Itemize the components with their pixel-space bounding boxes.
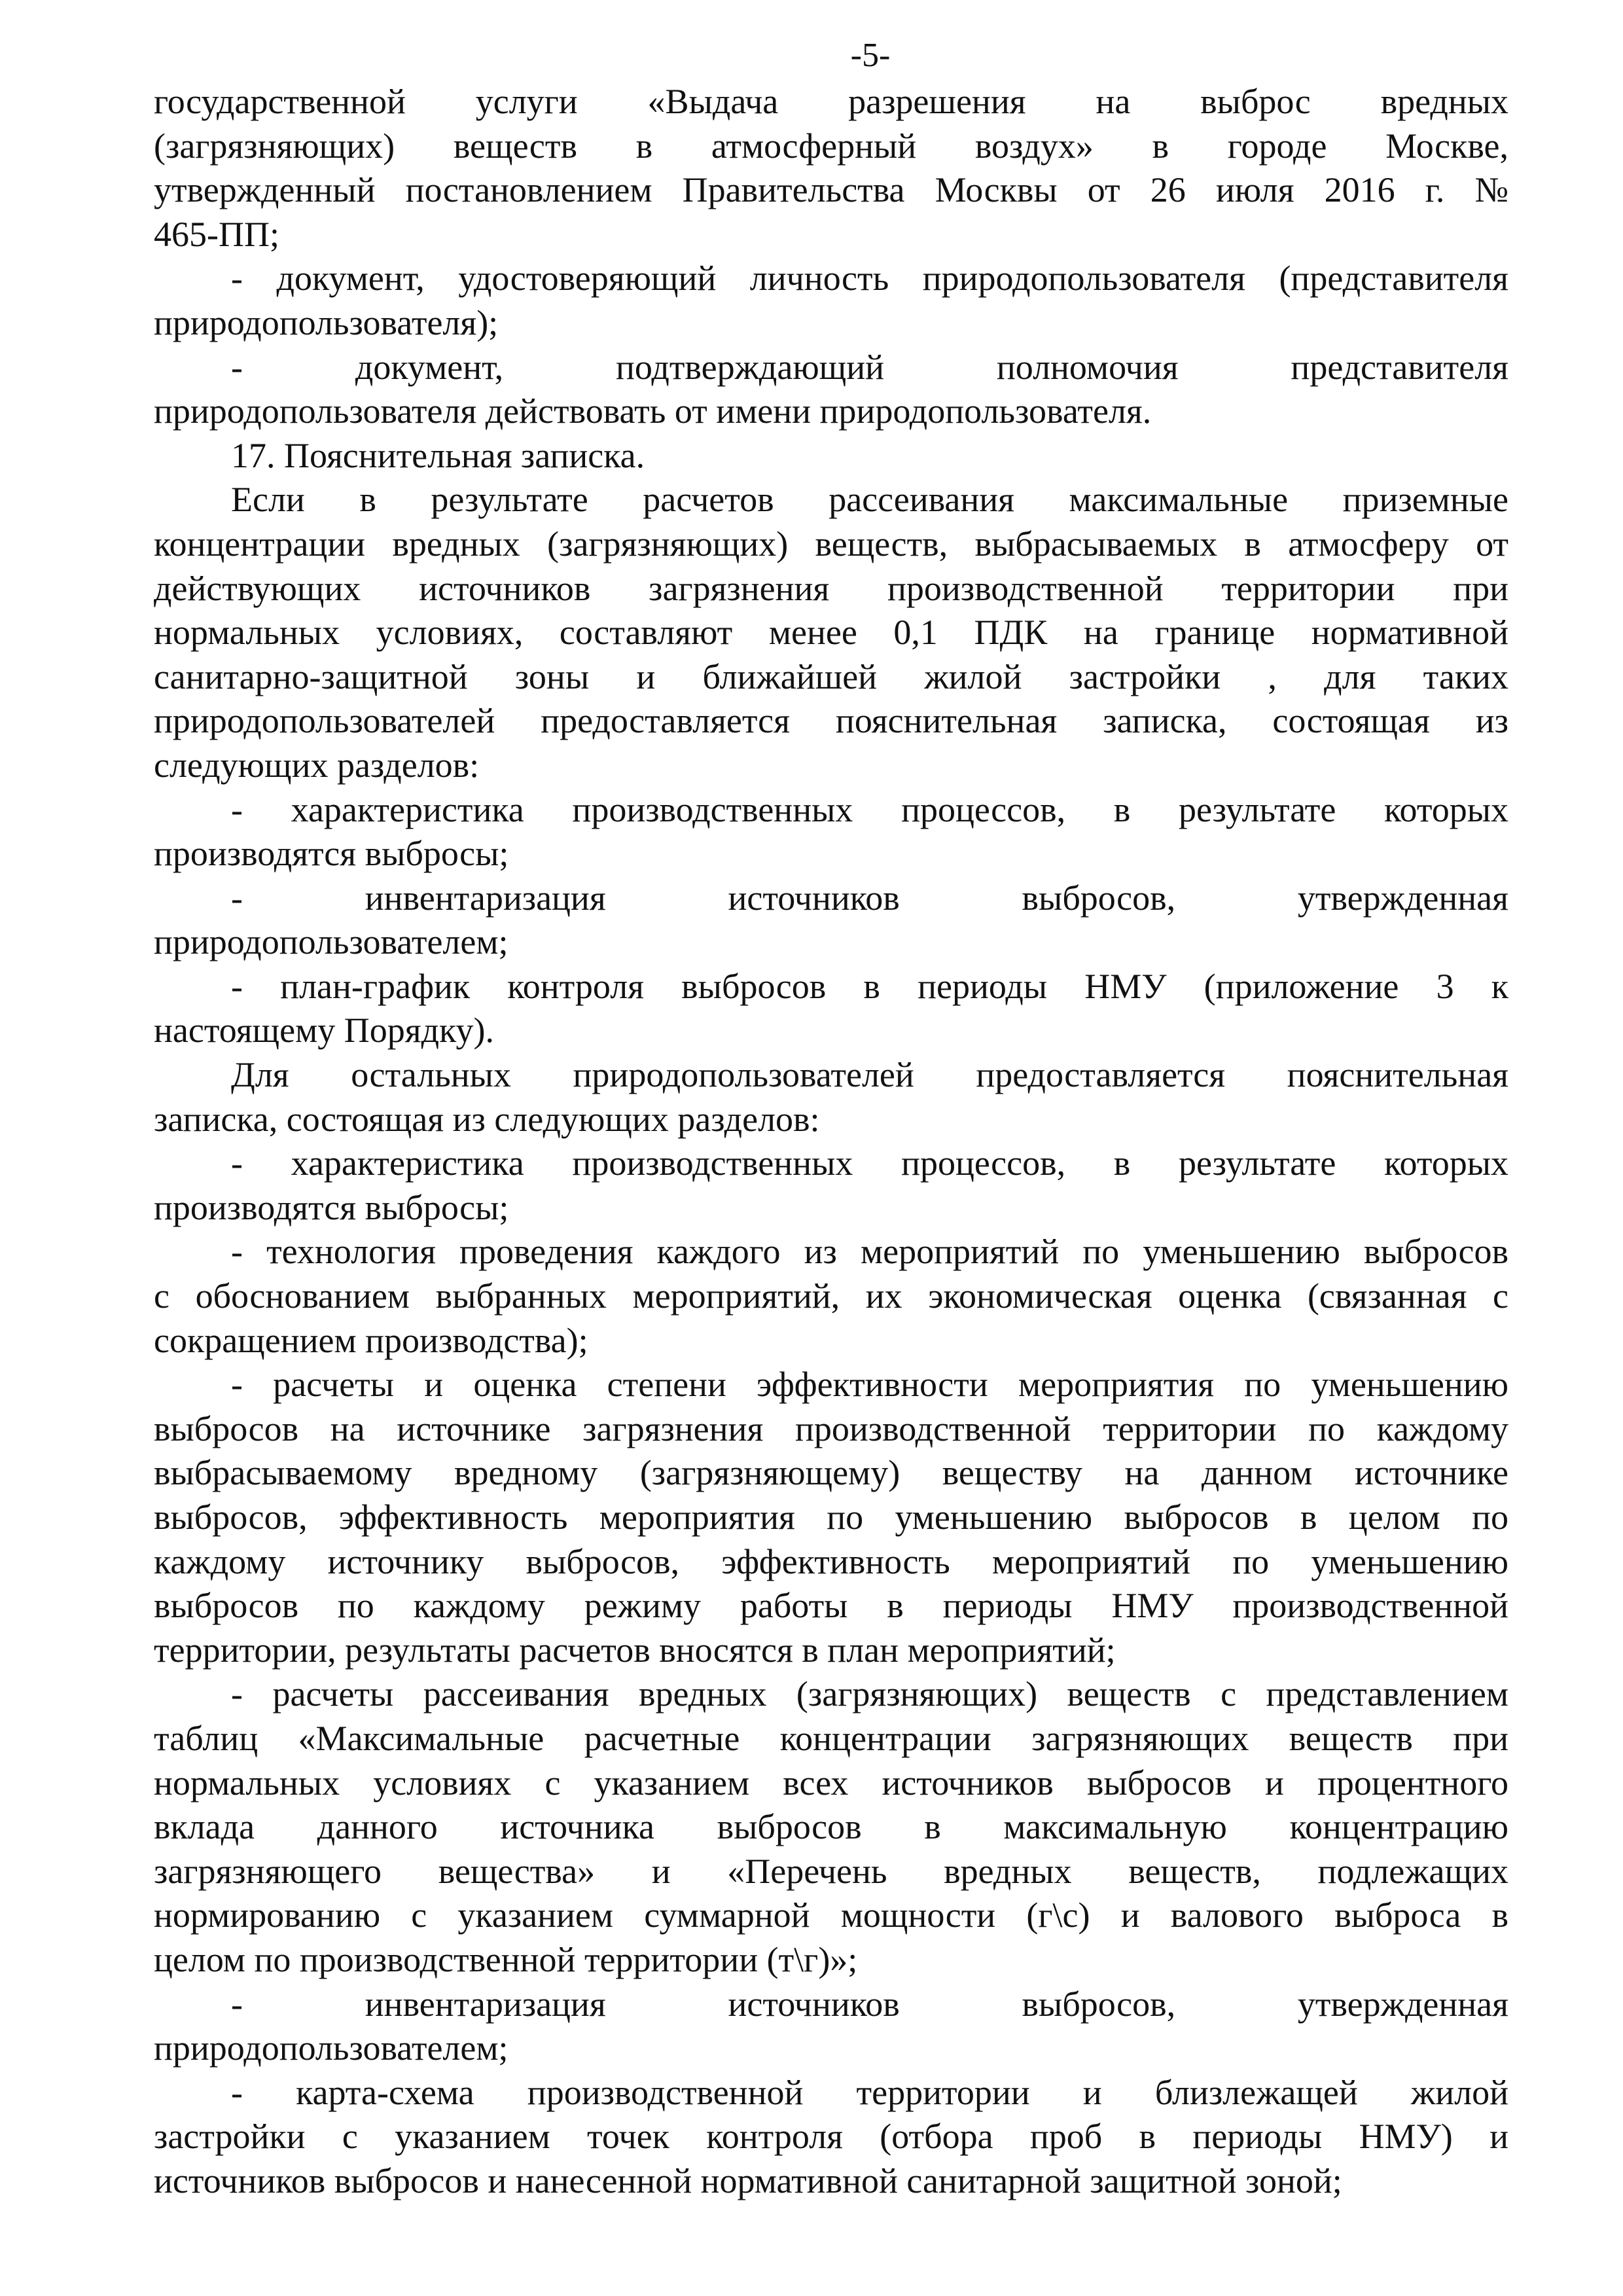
text-line: 465-ПП; bbox=[154, 214, 279, 254]
text-line: концентрации вредных (загрязняющих) веществ, выбрасываемых в атмосферу от bbox=[154, 524, 1508, 564]
text-line: целом по производственной территории (т\г)»; bbox=[154, 1939, 858, 1979]
document-body bbox=[154, 80, 1508, 2204]
paragraph-section-17 bbox=[154, 434, 1508, 478]
text-line: нормальных условиях, составляют менее 0,1 ПДК на границе нормативной bbox=[154, 613, 1508, 653]
text-line: - характеристика производственных процессов, в результате которых bbox=[231, 1143, 1508, 1183]
text-line: нормированию с указанием суммарной мощности (г\с) и валового выброса в bbox=[154, 1895, 1508, 1935]
text-line: - инвентаризация источников выбросов, утвержденная bbox=[231, 878, 1508, 918]
text-line: (загрязняющих) веществ в атмосферный воздух» в городе Москве, bbox=[154, 126, 1508, 166]
text-line: 17. Пояснительная записка. bbox=[231, 435, 645, 475]
paragraph-doc-authority bbox=[154, 346, 1508, 434]
paragraph-item-b6 bbox=[154, 2071, 1508, 2204]
text-line: - расчеты и оценка степени эффективности мероприятия по уменьшению bbox=[231, 1365, 1508, 1405]
text-line: загрязняющего вещества» и «Перечень вредных веществ, подлежащих bbox=[154, 1851, 1508, 1891]
text-line: следующих разделов: bbox=[154, 745, 480, 785]
text-line: с обоснованием выбранных мероприятий, их экономическая оценка (связанная с bbox=[154, 1276, 1508, 1316]
paragraph-item-b3 bbox=[154, 1363, 1508, 1672]
text-line: территории, результаты расчетов вносятся в план мероприятий; bbox=[154, 1630, 1116, 1670]
text-line: настоящему Порядку). bbox=[154, 1011, 495, 1050]
paragraph-others bbox=[154, 1053, 1508, 1141]
paragraph-item-b4 bbox=[154, 1672, 1508, 1982]
text-line: сокращением производства); bbox=[154, 1320, 588, 1360]
text-line: вклада данного источника выбросов в максимальную концентрацию bbox=[154, 1807, 1508, 1847]
text-line: каждому источнику выбросов, эффективность мероприятий по уменьшению bbox=[154, 1541, 1508, 1581]
text-line: - технология проведения каждого из мероприятий по уменьшению выбросов bbox=[231, 1232, 1508, 1272]
paragraph-if-calc bbox=[154, 478, 1508, 787]
paragraph-item-a3 bbox=[154, 965, 1508, 1053]
text-line: Для остальных природопользователей предоставляется пояснительная bbox=[231, 1055, 1508, 1095]
text-line: - расчеты рассеивания вредных (загрязняющих) веществ с представлением bbox=[231, 1674, 1508, 1714]
paragraph-item-a1 bbox=[154, 788, 1508, 876]
text-line: природопользователем; bbox=[154, 922, 508, 962]
text-line: - характеристика производственных процессов, в результате которых bbox=[231, 789, 1508, 829]
text-line: производятся выбросы; bbox=[154, 834, 509, 874]
text-line: действующих источников загрязнения производственной территории при bbox=[154, 568, 1508, 608]
page-number: -5- bbox=[850, 37, 891, 74]
text-line: санитарно-защитной зоны и ближайшей жилой застройки , для таких bbox=[154, 656, 1508, 696]
text-line: производятся выбросы; bbox=[154, 1187, 509, 1227]
text-line: природопользователя действовать от имени природопользователя. bbox=[154, 391, 1152, 431]
text-line: природопользователя); bbox=[154, 302, 499, 342]
text-line: природопользователей предоставляется пояснительная записка, состоящая из bbox=[154, 701, 1508, 741]
paragraph-item-b1 bbox=[154, 1141, 1508, 1230]
paragraph-item-b2 bbox=[154, 1230, 1508, 1363]
text-line: - инвентаризация источников выбросов, утвержденная bbox=[231, 1984, 1508, 2024]
text-line: выбросов по каждому режиму работы в периоды НМУ производственной bbox=[154, 1586, 1508, 1626]
text-line: - план-график контроля выбросов в периоды НМУ (приложение 3 к bbox=[231, 966, 1508, 1006]
text-line: источников выбросов и нанесенной нормативной санитарной защитной зоной; bbox=[154, 2161, 1342, 2200]
text-line: застройки с указанием точек контроля (отбора проб в периоды НМУ) и bbox=[154, 2117, 1508, 2157]
text-line: природопользователем; bbox=[154, 2028, 508, 2068]
paragraph-item-b5 bbox=[154, 1982, 1508, 2071]
text-line: государственной услуги «Выдача разрешения на выброс вредных bbox=[154, 82, 1508, 121]
text-line: выбрасываемому вредному (загрязняющему) веществу на данном источнике bbox=[154, 1453, 1508, 1493]
text-line: выбросов, эффективность мероприятия по уменьшению выбросов в целом по bbox=[154, 1498, 1508, 1537]
paragraph-intro bbox=[154, 80, 1508, 257]
paragraph-item-a2 bbox=[154, 876, 1508, 965]
text-line: - карта-схема производственной территории и близлежащей жилой bbox=[231, 2072, 1508, 2112]
text-line: записка, состоящая из следующих разделов: bbox=[154, 1099, 820, 1139]
text-line: - документ, удостоверяющий личность природопользователя (представителя bbox=[231, 259, 1508, 298]
text-line: таблиц «Максимальные расчетные концентрации загрязняющих веществ при bbox=[154, 1718, 1508, 1758]
text-line: нормальных условиях с указанием всех источников выбросов и процентного bbox=[154, 1763, 1508, 1803]
text-line: - документ, подтверждающий полномочия представителя bbox=[231, 347, 1508, 387]
text-line: выбросов на источнике загрязнения производственной территории по каждому bbox=[154, 1408, 1508, 1448]
paragraph-doc-identity bbox=[154, 257, 1508, 345]
text-line: утвержденный постановлением Правительства Москвы от 26 июля 2016 г. № bbox=[154, 170, 1508, 210]
text-line: Если в результате расчетов рассеивания максимальные приземные bbox=[231, 480, 1508, 520]
